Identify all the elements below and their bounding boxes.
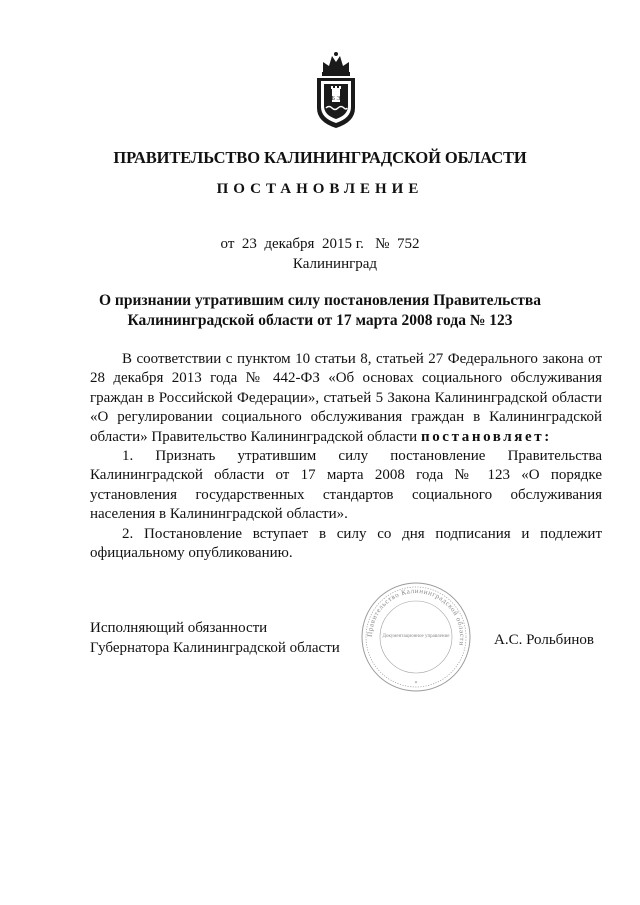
item-2: 2. Постановление вступает в силу со дня подписания и подлежит официальному опубликованию. [90,525,602,562]
document-title-line2: Калининградской области от 17 марта 2008 года № 123 [127,312,513,329]
signatory-title [90,618,340,658]
signatory-title-line1: Исполняющий обязанности [90,620,268,636]
seal-ring-text: Правительство Калининградской области [365,586,467,647]
resolves-word: постановляет: [420,428,552,445]
svg-text:*: * [414,681,418,687]
signatory-title-line2: Губернатора Калининградской области [90,640,340,656]
coat-of-arms-emblem [311,50,361,130]
signatory-name: А.С. Рольбинов [494,632,594,648]
city: Калининград [292,256,378,272]
item-1: 1. Признать утратившим силу постановление Правительства Калининградской области от 17 марта 2008 года № 123 «О порядке установления государственных стандартов социального обслуживания населения в Калининградской области». [90,448,602,523]
emblem-letters: Б Э [331,96,341,102]
date-month: декабря [264,236,315,252]
preamble-text: В соответствии с пунктом 10 статьи 8, статьей 27 Федерального закона от 28 декабря 2013 года № 442-ФЗ «Об основах социального обслуживания граждан в Российской Федерации», статьей 5 Закона Калининградской области «О регулировании социального обслуживания граждан в Калининградской области» Правительство Калининградской области [90,351,602,445]
document-body [90,350,602,563]
date-prefix: от [220,236,235,252]
document-type: ПОСТАНОВЛЕНИЕ [216,181,424,197]
date-number-line [0,236,640,253]
date-year: 2015 г. [321,236,364,252]
official-seal [360,581,472,693]
organization-heading: ПРАВИТЕЛЬСТВО КАЛИНИНГРАДСКОЙ ОБЛАСТИ [113,148,527,167]
seal-inner-text: Документационное управление [382,634,450,639]
document-number: 752 [396,236,420,252]
number-sign: № [375,236,390,252]
preamble-paragraph [90,350,602,447]
document-title [0,291,640,331]
date-day: 23 [241,236,257,252]
document-title-line1: О признании утратившим силу постановления Правительства [98,292,541,309]
